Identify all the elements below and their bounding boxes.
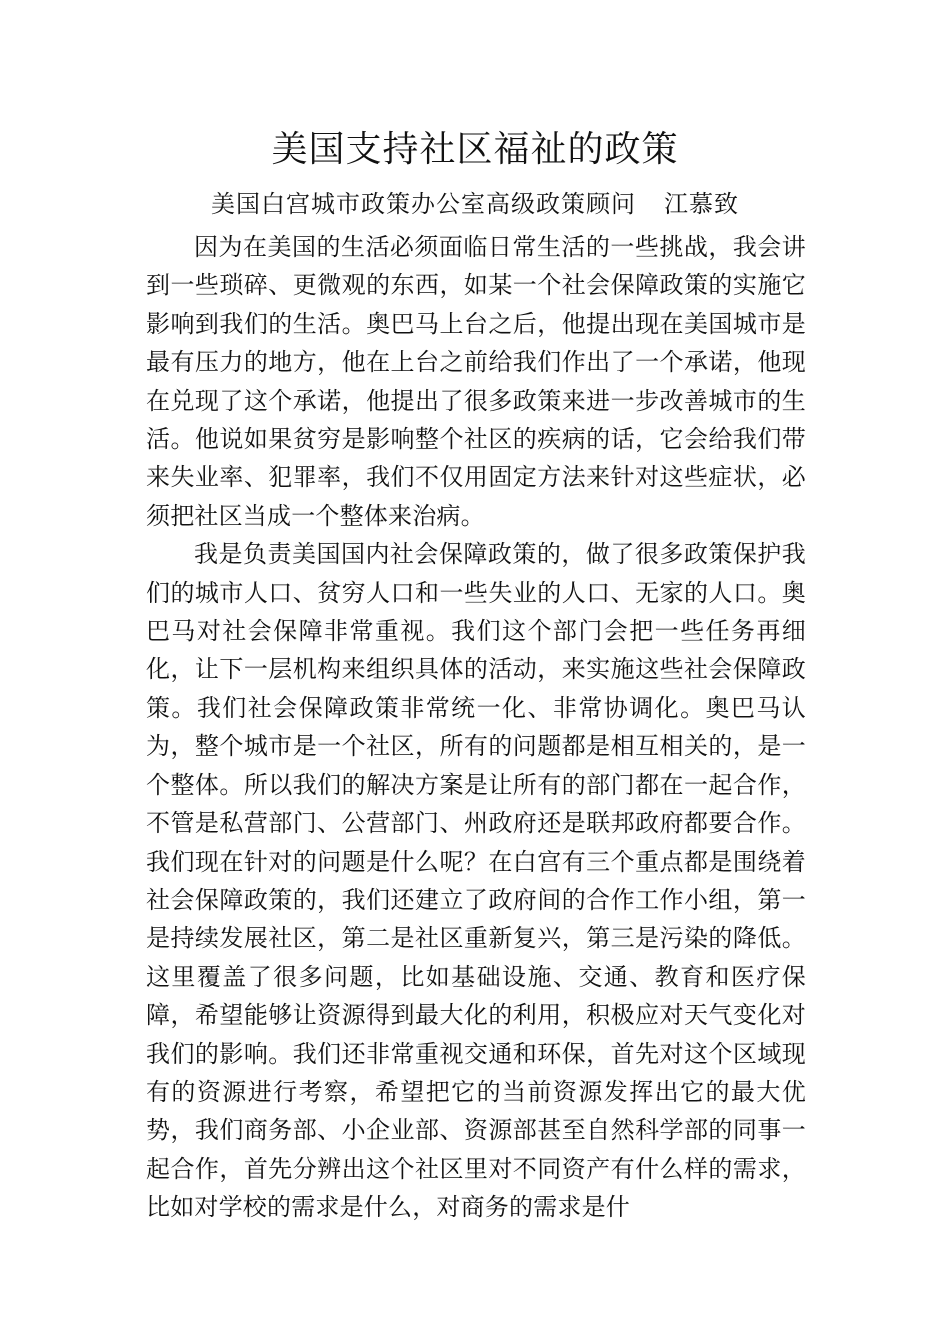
author-name: 江慕致 [664, 190, 739, 218]
paragraph: 我是负责美国国内社会保障政策的，做了很多政策保护我们的城市人口、贫穷人口和一些失业的人口、无家的人口。奥巴马对社会保障非常重视。我们这个部门会把一些任务再细化，让下一层机构来组织具体的活动，来实施这些社会保障政策。我们社会保障政策非常统一化、非常协调化。奥巴马认为，整个城市是一个社区，所有的问题都是相互相关的，是一个整体。所以我们的解决方案是让所有的部门都在一起合作，不管是私营部门、公营部门、州政府还是联邦政府都要合作。我们现在针对的问题是什么呢？在白宫有三个重点都是围绕着社会保障政策的，我们还建立了政府间的合作工作小组，第一是持续发展社区，第二是社区重新复兴，第三是污染的降低。这里覆盖了很多问题，比如基础设施、交通、教育和医疗保障，希望能够让资源得到最大化的利用，积极应对天气变化对我们的影响。我们还非常重视交通和环保，首先对这个区域现有的资源进行考察，希望把它的当前资源发挥出它的最大优势，我们商务部、小企业部、资源部甚至自然科学部的同事一起合作，首先分辨出这个社区里对不同资产有什么样的需求，比如对学校的需求是什么，对商务的需求是什 [146, 540, 806, 1222]
document-title: 美国支持社区福祉的政策 [271, 129, 679, 170]
body-text [146, 228, 806, 1227]
paragraph: 因为在美国的生活必须面临日常生活的一些挑战，我会讲到一些琐碎、更微观的东西，如某一个社会保障政策的实施它影响到我们的生活。奥巴马上台之后，他提出现在美国城市是最有压力的地方，他在上台之前给我们作出了一个承诺，他现在兑现了这个承诺，他提出了很多政策来进一步改善城市的生活。他说如果贫穷是影响整个社区的疾病的话，它会给我们带来失业率、犯罪率，我们不仅用固定方法来针对这些症状，必须把社区当成一个整体来治病。 [146, 233, 806, 530]
author-affiliation: 美国白宫城市政策办公室高级政策顾问 [211, 190, 636, 218]
byline [0, 186, 950, 222]
